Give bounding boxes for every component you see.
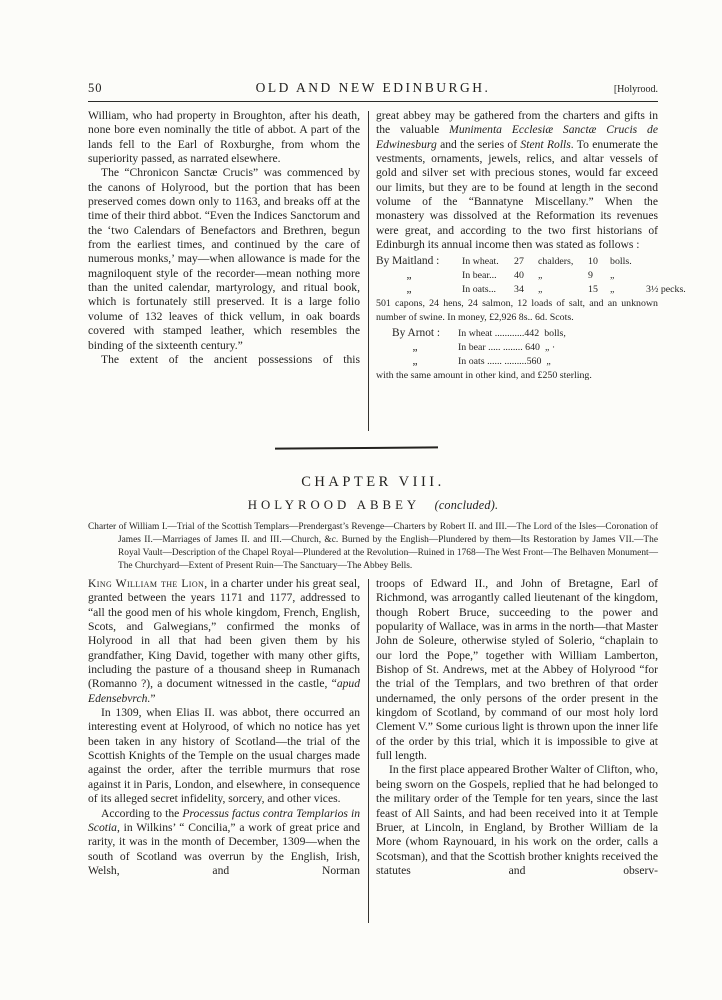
arnot-note: with the same amount in other kind, and £250 sterling. — [376, 370, 592, 382]
ditto-mark: „ — [412, 341, 418, 353]
table-row — [392, 341, 658, 355]
cell: „ — [610, 283, 615, 295]
cell: 40 — [514, 270, 524, 282]
column-divider-top — [368, 111, 369, 431]
chapter-summary: Charter of William I.—Trial of the Scottish Templars—Prendergast’s Revenge—Charters by Robert II. and III.—The Lord of the Isles—Coronation of James II.—Marriages of James II. and III.—Church, &c. Burned by the English—Plundered by them—Its Restoration by James VII.—The Royal Vault—Description of the Chapel Royal—Plundered at the Revolution—Ruined in 1768—The West Front—The Belhaven Monument—The Churchyard—Extent of Present Ruin—The Sanctuary—The Abbey Bells. — [88, 522, 658, 571]
chapter-title: CHAPTER VIII. — [301, 474, 445, 490]
maitland-income-table — [376, 255, 686, 296]
table-row — [392, 355, 658, 369]
row-label: By Arnot : — [392, 327, 441, 340]
ditto-mark: „ — [406, 269, 412, 282]
text-run: . To enumerate the vestments, ornaments, jewels, relics, and altar vessels of gold and silver set with precious stones, would far exceed our limits, but they are to be found at length in the second volume of the “Bannatyne Miscellany.” When the monastery was dissolved at the Reformation its revenues were great, and according to the two first historians of Edinburgh its annual income then was stated as follows : — [376, 137, 658, 252]
bottom-left-column — [88, 577, 360, 878]
cell: 10 — [588, 256, 598, 268]
running-title: OLD AND NEW EDINBURGH. — [255, 80, 491, 95]
row-label: By Maitland : — [376, 255, 440, 268]
paragraph — [376, 109, 658, 252]
bottom-right-column — [376, 577, 658, 878]
chapter-heading — [88, 474, 658, 513]
table-row — [376, 282, 686, 297]
paragraph: In the first place appeared Brother Walter of Clifton, who, being sworn on the Gospels, replied that he had belonged to the military order of the Temple for ten years, since the last feast of All Saints, and had been received into it at Temple Bruer, at Lincoln, in England, by Brother William de la More (whom Raynouard, in his work on the order, calls a Scotsman), and that the Scottish brother knights received the statutes and observ- — [376, 763, 658, 877]
cell: In bear... — [462, 270, 497, 282]
cell: In oats ...... .........560 — [458, 355, 542, 367]
subtitle-text: HOLYROOD ABBEY — [247, 498, 421, 512]
cell: In oats... — [462, 283, 497, 295]
header-rule — [88, 101, 658, 103]
italic-text-run: Munimenta Ecclesiæ Sanctæ Crucis de Edwinesburg — [376, 123, 658, 151]
cell: bolls, — [544, 328, 566, 340]
small-caps-run: King William the Lion — [88, 577, 205, 590]
cell: „ — [538, 270, 543, 282]
arnot-income-table — [392, 327, 658, 368]
page-number: 50 — [88, 81, 103, 95]
cell: 27 — [514, 256, 524, 268]
subtitle-concluded: (concluded). — [434, 498, 499, 512]
paragraph: The extent of the ancient possessions of this — [101, 352, 360, 366]
italic-text-run: Processus factus contra Templarios in Scotia — [88, 806, 360, 834]
cell: In wheat. — [462, 256, 499, 268]
table-row — [376, 269, 658, 283]
cell: bolls. — [610, 256, 632, 268]
paragraph — [88, 577, 360, 706]
text-run: According to the — [101, 806, 183, 820]
ditto-mark: „ — [412, 354, 418, 367]
cell: 34 — [514, 283, 524, 295]
table-row — [392, 327, 658, 341]
cell: 9 — [588, 270, 593, 282]
maitland-note: 501 capons, 24 hens, 24 salmon, 12 loads of salt, and an unknown number of swine. In money, £2,926 8s.. 6d. Scots. — [376, 298, 658, 323]
top-right-column — [376, 109, 686, 385]
cell: „ — [546, 355, 551, 367]
cell: „ — [538, 283, 543, 295]
column-divider-bottom — [368, 579, 369, 923]
text-run: , in Wilkins’ “ Concilia,” a work of great price and rarity, it was in the month of December, 1309—when the south of Scotland was overrun by the English, Irish, Welsh, and Norman — [88, 820, 360, 877]
table-row — [376, 255, 658, 269]
italic-text-run: apud Edensebvrch. — [88, 677, 360, 705]
ditto-mark: „ — [406, 282, 412, 295]
text-run: and the series of — [436, 137, 521, 151]
cell: In bear ..... ........ 640 — [458, 342, 540, 353]
paragraph: troops of Edward II., and John of Bretagne, Earl of Richmond, was arrogantly called lieutenant of the kingdom, though Robert Bruce, succeeding to the power and popularity of Wallace, was in arms in the north—that Master John de Soleure, otherwise styled of Solerio, “chaplain to our lord the Pope,” together with William Lamberton, Bishop of St. Andrews, met at the Abbey of Holyrood “for the trial of the Templars, and two brethren of that order undernamed, the only persons of the order present in the kingdom of Scotland, by command of our most holy lord Clement V.” Some curious light is thrown upon the inner life of the order by this trial, which it is impossible to give at full length. — [376, 577, 658, 763]
italic-text-run: Stent Rolls — [520, 137, 571, 151]
margin-note: [Holyrood. — [613, 84, 658, 95]
text-run: , in a charter under his great seal, granted between the years 1171 and 1177, addressed to “all the good men of his whole kingdom, French, English, Scots, and Galwegians,” confirmed the monks of Holyrood in all that had been given them by his grandfather, King David, together with many other gifts, including the pasture of a thousand sheep in Rumanach (Romanno ?), a document witnessed in the castle, “ — [88, 577, 360, 691]
cell: „ — [610, 270, 615, 282]
text-run: ” — [150, 691, 156, 705]
top-left-column — [88, 109, 360, 367]
paragraph — [88, 807, 360, 879]
paragraph: In 1309, when Elias II. was abbot, there occurred an interesting event at Holyrood, of which no notice has yet been taken in any history of Scotland—the trial of the Scottish Knights of the Temple on the usual charges made against the order, after the terrible murmurs that rose against it in Paris, London, and elsewhere, in consequence of its alleged secret infidelity, sorcery, and other vices. — [88, 706, 360, 806]
cell: chalders, — [538, 256, 574, 268]
running-header — [88, 80, 658, 96]
cell: In wheat ............442 — [458, 328, 540, 340]
chapter-subtitle — [88, 498, 658, 513]
paragraph: William, who had property in Broughton, after his death, none bore even nominally the title of abbot. A part of the lands fell to the Earl of Roxburghe, from whom the superiority passed, as narrated elsewhere. — [88, 109, 360, 166]
cell: 15 — [588, 283, 598, 295]
paragraph: The “Chronicon Sanctæ Crucis” was commenced by the canons of Holyrood, but the portion that has been preserved comes down only to 1163, and breaks off at the time of their third abbot. “Even the Indices Sanctorum and the ‘two Calendars of Benefactors and Brethren, begun from the earliest times, and continued by the care of numerous monks,’ may—when allowance is made for the magniloquent style of the recorder—mean nothing more than the united calendar, martyrology, and ritual book, which is fortunately still preserved. It is a large folio volume of 132 leaves of thick vellum, in oak boards covered with stamped leather, which resembles the binding of the sixteenth century.” — [88, 166, 360, 352]
section-divider-rule — [275, 446, 438, 449]
cell: 3½ pecks. — [646, 283, 686, 295]
text-run: great abbey may be gathered from the charters and gifts in the valuable — [376, 109, 658, 137]
cell: „ · — [545, 342, 556, 353]
